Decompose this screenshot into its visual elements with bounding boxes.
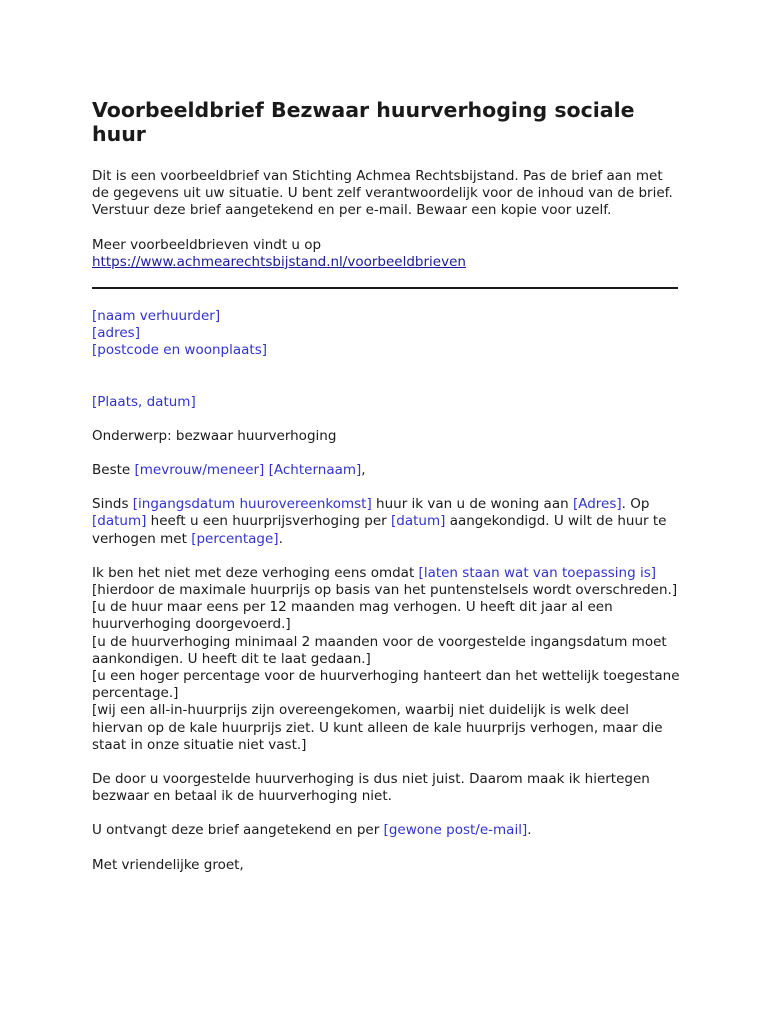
intro-text xyxy=(92,168,680,220)
place-date: [Plaats, datum] xyxy=(92,393,196,410)
p1-text-1: Sinds xyxy=(92,496,133,513)
paragraph-2 xyxy=(92,565,680,754)
p1-text-5: aangekondigd. U wilt de huur te verhogen met xyxy=(92,513,667,547)
paragraph-1 xyxy=(92,496,680,548)
subject-line: Onderwerp: bezwaar huurverhoging xyxy=(92,427,337,444)
salutation-name: [Achternaam] xyxy=(268,462,362,479)
p2-text-1: Ik ben het niet met deze verhoging eens omdat xyxy=(92,564,419,581)
more-letters-link[interactable]: https://www.achmearechtsbijstand.nl/voorbeeldbrieven xyxy=(92,253,466,270)
paragraph-3: De door u voorgestelde huurverhoging is dus niet juist. Daarom maak ik hiertegen bezwaar en betaal ik de huurverhoging niet. xyxy=(92,771,650,805)
salutation-title: [mevrouw/meneer] xyxy=(134,462,265,479)
paragraph-4 xyxy=(92,822,680,839)
p1-placeholder-5: [percentage] xyxy=(191,530,279,547)
p1-placeholder-1: [ingangsdatum huurovereenkomst] xyxy=(132,496,372,513)
intro-line-2: Verstuur deze brief aangetekend en per e-mail. Bewaar een kopie voor uzelf. xyxy=(92,202,612,219)
more-letters-label: Meer voorbeeldbrieven vindt u op xyxy=(92,236,322,253)
recipient-address xyxy=(92,308,680,360)
document-page xyxy=(92,98,680,874)
p1-text-4: heeft u een huurprijsverhoging per xyxy=(146,513,392,530)
recipient-name: [naam verhuurder] xyxy=(92,308,221,325)
p4-text-2: . xyxy=(527,822,532,839)
p1-text-3: . Op xyxy=(621,496,650,513)
salutation-suffix: , xyxy=(361,462,366,479)
p4-text-1: U ontvangt deze brief aangetekend en per xyxy=(92,822,384,839)
salutation-prefix: Beste xyxy=(92,462,135,479)
reason-item: [u de huurverhoging minimaal 2 maanden voor de voorgestelde ingangsdatum moet aankondigen. U heeft dit te laat gedaan.] xyxy=(92,633,667,667)
p1-text-6: . xyxy=(278,530,283,547)
more-letters xyxy=(92,237,680,271)
p2-placeholder-1: [laten staan wat van toepassing is] xyxy=(418,564,656,581)
p1-placeholder-3: [datum] xyxy=(92,513,147,530)
page-title: Voorbeeldbrief Bezwaar huurverhoging sociale huur xyxy=(92,98,635,146)
p1-text-2: huur ik van u de woning aan xyxy=(371,496,573,513)
p1-placeholder-4: [datum] xyxy=(391,513,446,530)
closing: Met vriendelijke groet, xyxy=(92,856,244,873)
reason-item: [hierdoor de maximale huurprijs op basis van het puntenstelsels wordt overschreden.] xyxy=(92,582,678,599)
salutation xyxy=(92,462,680,479)
reason-item: [u de huur maar eens per 12 maanden mag verhogen. U heeft dit jaar al een huurverhoging doorgevoerd.] xyxy=(92,599,613,633)
reason-item: [u een hoger percentage voor de huurverhoging hanteert dan het wettelijk toegestane percentage.] xyxy=(92,668,680,702)
reason-item: [wij een all-in-huurprijs zijn overeengekomen, waarbij niet duidelijk is welk deel hiervan op de kale huurprijs ziet. U kunt alleen de kale huurprijs verhogen, maar die staat in onze situatie niet vast.] xyxy=(92,702,663,753)
recipient-city: [postcode en woonplaats] xyxy=(92,342,267,359)
intro-line-1: Dit is een voorbeeldbrief van Stichting Achmea Rechtsbijstand. Pas de brief aan met de gegevens uit uw situatie. U bent zelf verantwoordelijk voor de inhoud van de brief. xyxy=(92,168,673,202)
p1-placeholder-2: [Adres] xyxy=(572,496,622,513)
recipient-street: [adres] xyxy=(92,325,140,342)
p4-placeholder-1: [gewone post/e-mail] xyxy=(383,822,528,839)
